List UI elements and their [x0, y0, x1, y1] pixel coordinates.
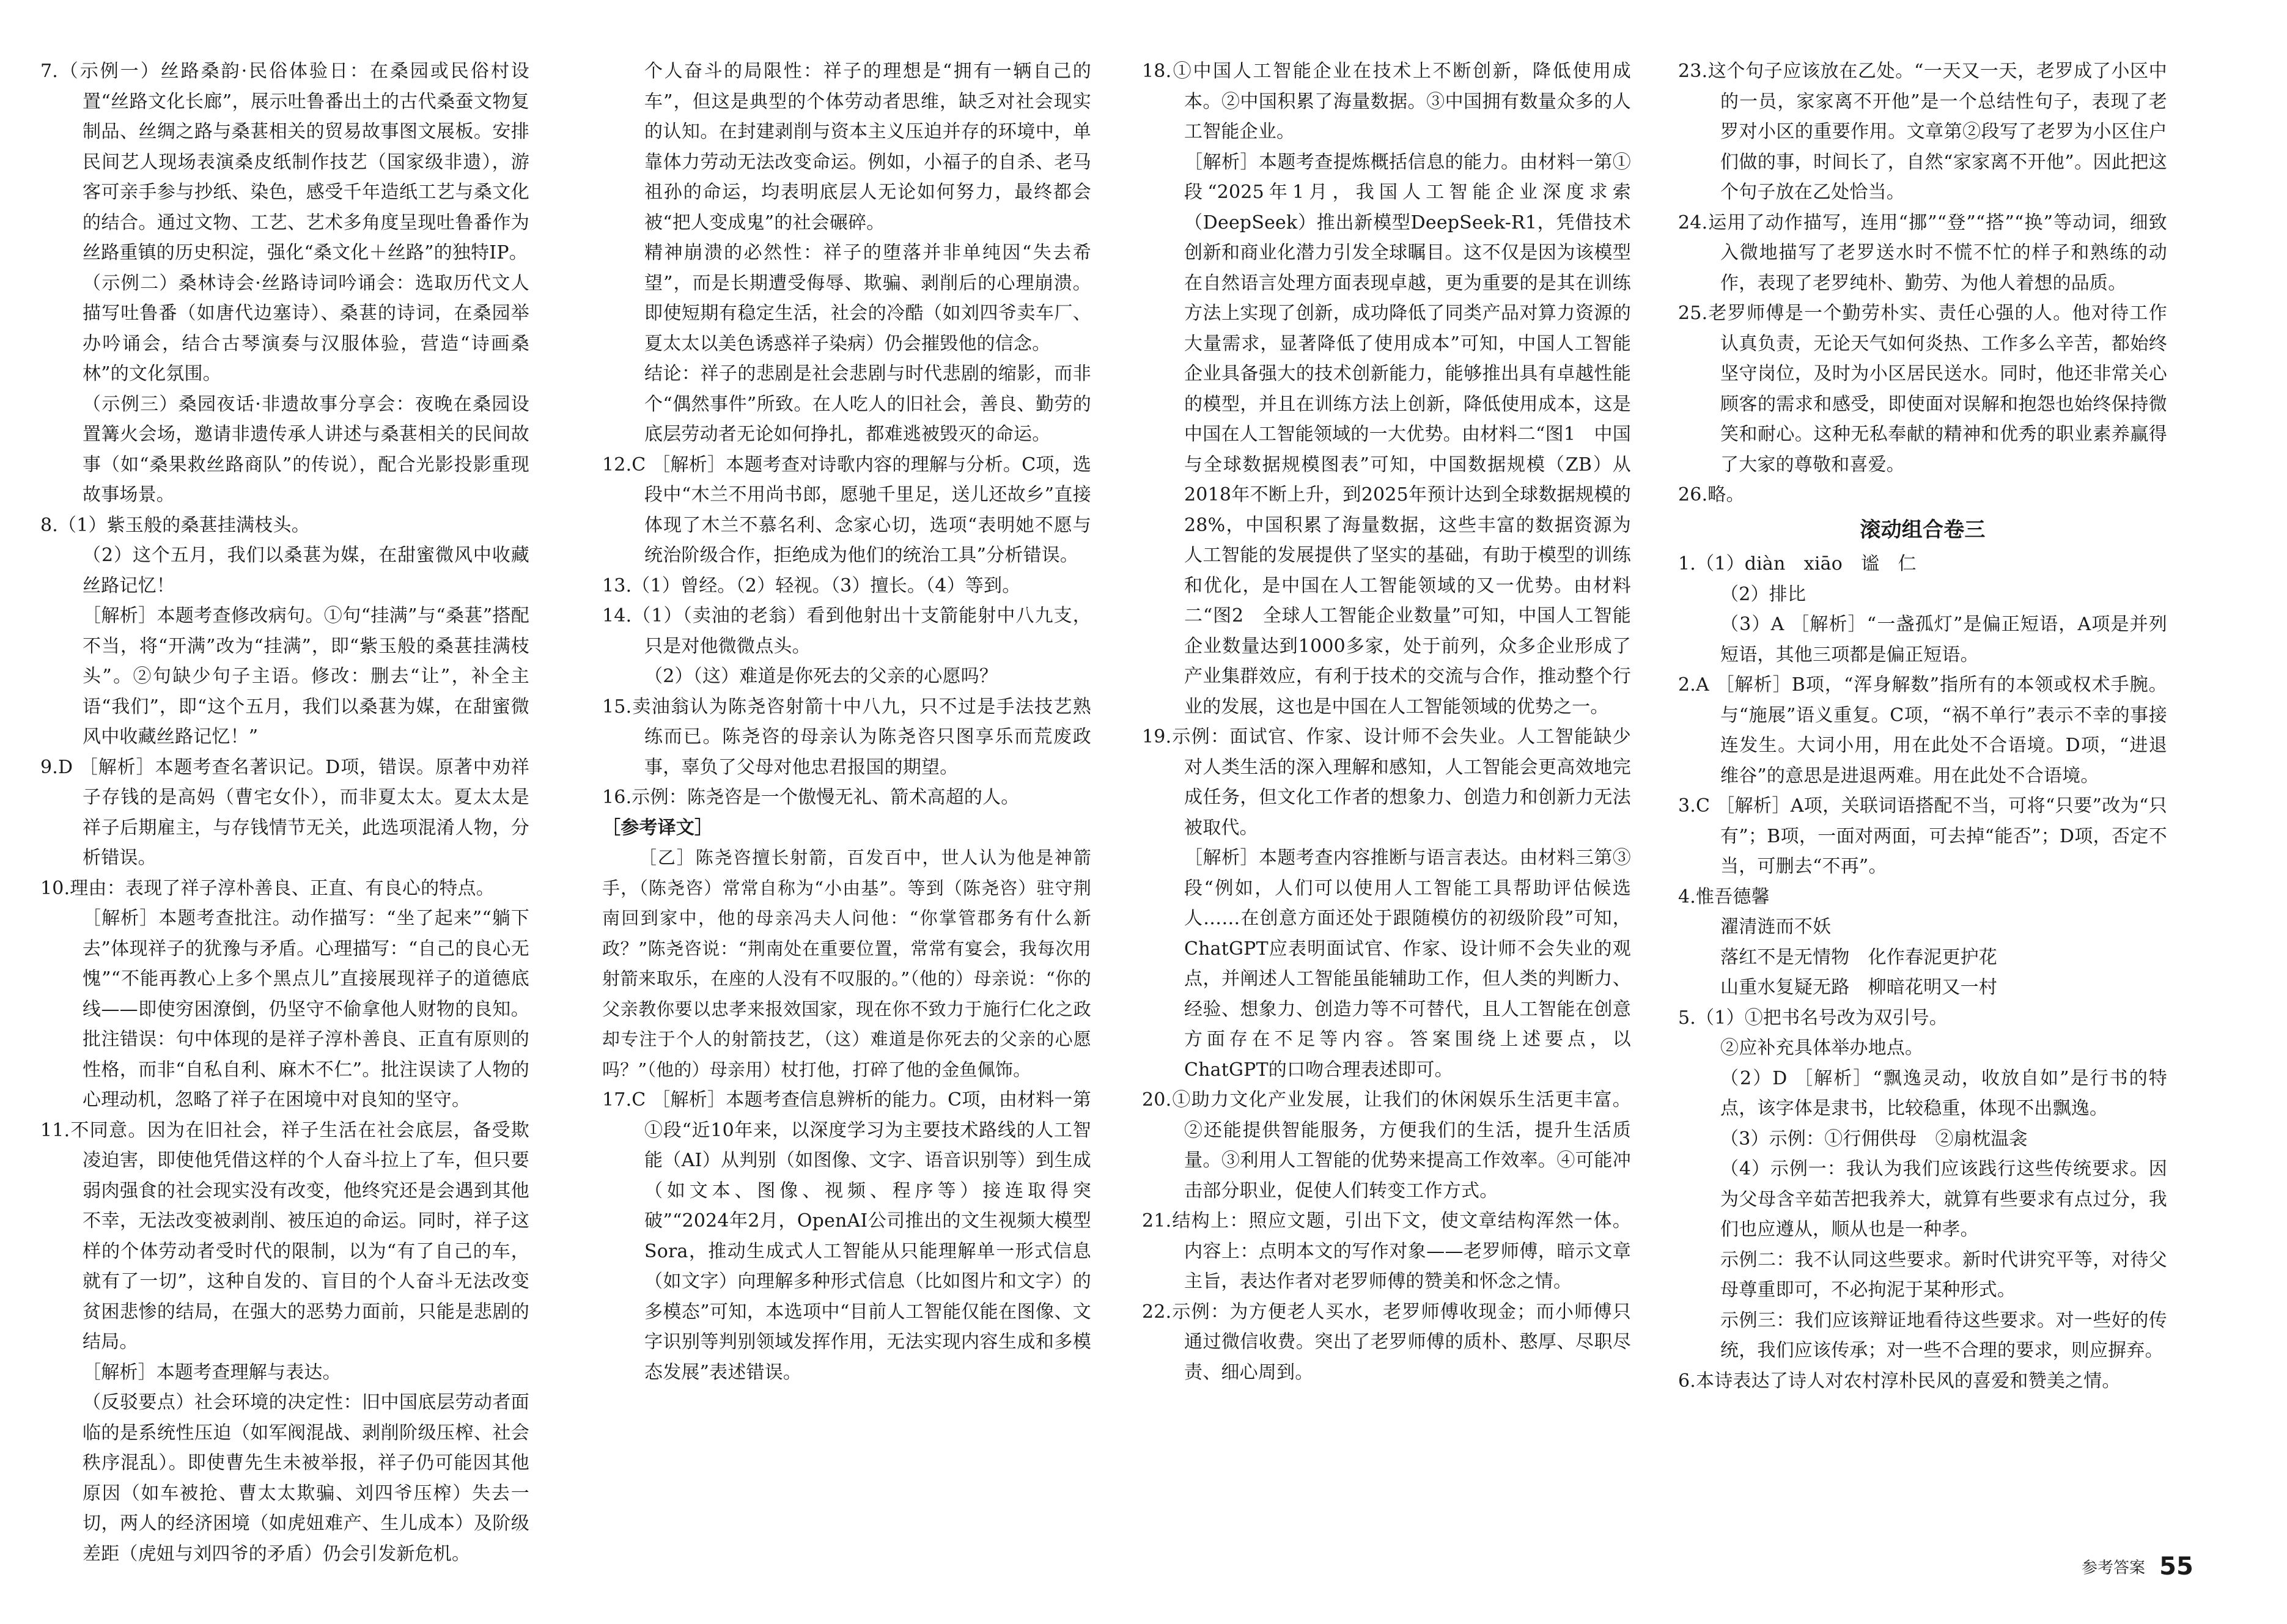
- answer-paragraph: ②应补充具体举办地点。: [1720, 1037, 1924, 1059]
- answer-item: 3.C ［解析］A项，关联词语搭配不当，可将“只要”改为“只有”；B项，一面对两面，可去掉“能否”；D项，否定不当，可删去“不再”。: [1678, 795, 2167, 877]
- answer-paragraph: 濯清涟而不妖: [1720, 916, 1832, 938]
- answer-item: 16.示例：陈尧咨是一个傲慢无礼、箭术高超的人。: [602, 787, 1020, 808]
- answer-item: 5.（1）①把书名号改为双引号。: [1678, 1007, 1948, 1029]
- column-3: [1142, 56, 1631, 1387]
- answer-item: 10.理由：表现了祥子淳朴善良、正直、有良心的特点。: [40, 877, 495, 899]
- answer-item: 8.（1）紫玉般的桑葚挂满枝头。: [40, 514, 310, 536]
- answer-item: 9.D ［解析］本题考查名著识记。D项，错误。原著中劝祥子存钱的是高妈（曹宅女仆），而非夏太太。夏太太是祥子后期雇主，与存钱情节无关，此选项混淆人物，分析错误。: [40, 756, 529, 869]
- answer-paragraph: 山重水复疑无路 柳暗花明又一村: [1720, 977, 1997, 998]
- answer-paragraph: ［解析］本题考查批注。动作描写：“坐了起来”“躺下去”体现祥子的犹豫与矛盾。心理描写：“自己的良心无愧”“不能再教心上多个黑点儿”直接展现祥子的道德底线——即使穷困潦倒，仍坚守不偷拿他人财物的良知。批注错误：句中体现的是祥子淳朴善良、正直有原则的性格，而非“自私自利、麻木不仁”。批注误读了人物的心理动机，忽略了祥子在困境中对良知的坚守。: [83, 908, 529, 1111]
- answer-paragraph: （示例二）桑林诗会·丝路诗词吟诵会：选取历代文人描写吐鲁番（如唐代边塞诗）、桑葚的诗词，在桑园举办吟诵会，结合古琴演奏与汉服体验，营造“诗画桑林”的文化氛围。: [83, 272, 529, 384]
- answer-item: 20.①助力文化产业发展，让我们的休闲娱乐生活更丰富。②还能提供智能服务，方便我们的生活，提升生活质量。③利用人工智能的优势来提高工作效率。④可能冲击部分职业，促使人们转变工作方式。: [1142, 1089, 1631, 1202]
- answer-item: 19.示例：面试官、作家、设计师不会失业。人工智能缺少对人类生活的深入理解和感知，人工智能会更高效地完成任务，但文化工作者的想象力、创造力和创新力无法被取代。: [1142, 726, 1631, 839]
- answer-paragraph: （3）示例：①行佣供母 ②扇枕温衾: [1720, 1128, 2028, 1150]
- answer-paragraph: 落红不是无情物 化作春泥更护花: [1720, 946, 1997, 968]
- answer-item: 17.C ［解析］本题考查信息辨析的能力。C项，由材料一第①段“近10年来，以深度学习为主要技术路线的人工智能（AI）从判别（如图像、文字、语音识别等）到生成（如文本、图像、视频、程序等）接连取得突破”“2024年2月，OpenAI公司推出的文生视频大模型Sora，推动生成式人工智能从只能理解单一形式信息（如文字）向理解多种形式信息（比如图片和文字）的多模态”可知，本选项中“目前人工智能仅能在图像、文字识别等判别领域发挥作用，无法实现内容生成和多模态发展”表述错误。: [602, 1089, 1091, 1383]
- answer-item: 2.A ［解析］B项，“浑身解数”指所有的本领或权术手腕。与“施展”语义重复。C项，“祸不单行”表示不幸的事接连发生。大词小用，用在此处不合语境。D项，“进退维谷”的意思是进退两难。用在此处不合语境。: [1678, 674, 2167, 787]
- answer-item: 23.这个句子应该放在乙处。“一天又一天，老罗成了小区中的一员，家家离不开他”是一个总结性句子，表现了老罗对小区的重要作用。文章第②段写了老罗为小区住户们做的事，时间长了，自然“家家离不开他”。因此把这个句子放在乙处恰当。: [1678, 61, 2167, 203]
- answer-item: 21.结构上：照应文题，引出下文，使文章结构浑然一体。内容上：点明本文的写作对象——老罗师傅，暗示文章主旨，表达作者对老罗师傅的赞美和怀念之情。: [1142, 1210, 1631, 1292]
- answer-item: 24.运用了动作描写，连用“挪”“登”“搭”“换”等动词，细致入微地描写了老罗送水时不慌不忙的样子和熟练的动作，表现了老罗纯朴、勤劳、为他人着想的品质。: [1678, 211, 2167, 294]
- answer-item: 4.惟吾德馨: [1678, 886, 1770, 908]
- answer-paragraph: 结论：祥子的悲剧是社会悲剧与时代悲剧的缩影，而非个“偶然事件”所致。在人吃人的旧社会，善良、勤劳的底层劳动者无论如何挣扎，都难逃被毁灭的命运。: [644, 363, 1091, 445]
- answer-item: 7.（示例一）丝路桑韵·民俗体验日：在桑园或民俗村设置“丝路文化长廊”，展示吐鲁番出土的古代桑蚕文物复制品、丝绸之路与桑葚相关的贸易故事图文展板。安排民间艺人现场表演桑皮纸制作技艺（国家级非遗），游客可亲手参与抄纸、染色，感受千年造纸工艺与桑文化的结合。通过文物、工艺、艺术多角度呈现吐鲁番作为丝路重镇的历史积淀，强化“桑文化＋丝路”的独特IP。: [40, 61, 529, 263]
- column-4-bottom: [1678, 549, 2167, 1396]
- reference-translation-title: ［参考译文］: [602, 817, 713, 839]
- page-footer: [2082, 1552, 2193, 1581]
- answer-paragraph: ［解析］本题考查理解与表达。: [83, 1361, 341, 1383]
- section-heading: 滚动组合卷三: [1860, 517, 1986, 542]
- column-4-top: [1678, 56, 2167, 510]
- answer-item: 15.卖油翁认为陈尧咨射箭十中八九，只不过是手法技艺熟练而已。陈尧咨的母亲认为陈尧咨只图享乐而荒废政事，辜负了父母对他忠君报国的期望。: [602, 696, 1091, 778]
- answer-paragraph: ［解析］本题考查内容推断与语言表达。由材料三第③段“例如，人们可以使用人工智能工具帮助评估候选人……在创意方面还处于跟随模仿的初级阶段”可知，ChatGPT应表明面试官、作家、设计师不会失业的观点，并阐述人工智能虽能辅助工作，但人类的判断力、经验、想象力、创造力等不可替代，且人工智能在创意方面存在不足等内容。答案围绕上述要点，以ChatGPT的口吻合理表述即可。: [1184, 847, 1631, 1081]
- answer-item: 12.C ［解析］本题考查对诗歌内容的理解与分析。C项，选段中“木兰不用尚书郎，愿驰千里足，送儿还故乡”直接体现了木兰不慕名利、念家心切，选项“表明她不愿与统治阶级合作，拒绝成为他们的统治工具”分析错误。: [602, 454, 1091, 566]
- column-1: [40, 56, 529, 1569]
- answer-paragraph: 示例二：我不认同这些要求。新时代讲究平等，对待父母尊重即可，不必拘泥于某种形式。: [1720, 1249, 2167, 1301]
- answer-item: 22.示例：为方便老人买水，老罗师傅收现金；而小师傅只通过微信收费。突出了老罗师傅的质朴、憨厚、尽职尽责、细心周到。: [1142, 1301, 1631, 1383]
- answer-paragraph: （反驳要点）社会环境的决定性：旧中国底层劳动者面临的是系统性压迫（如军阀混战、剥削阶级压榨、社会秩序混乱）。即使曹先生未被举报，祥子仍可能因其他原因（如车被抢、曹太太欺骗、刘四爷压榨）失去一切，两人的经济困境（如虎妞难产、生儿成本）及阶级差距（虎妞与刘四爷的矛盾）仍会引发新危机。: [83, 1392, 529, 1565]
- answer-paragraph: （3）A ［解析］“一盏孤灯”是偏正短语，A项是并列短语，其他三项都是偏正短语。: [1720, 614, 2167, 666]
- page-number: 55: [2159, 1552, 2193, 1581]
- answer-paragraph: （4）示例一：我认为我们应该践行这些传统要求。因为父母含辛茹苦把我养大，就算有些要求有点过分，我们也应遵从，顺从也是一种孝。: [1720, 1158, 2167, 1240]
- answer-item: 6.本诗表达了诗人对农村淳朴民风的喜爱和赞美之情。: [1678, 1370, 2121, 1392]
- answer-paragraph: （2）D ［解析］“飘逸灵动，收放自如”是行书的特点，该字体是隶书，比较稳重，体现不出飘逸。: [1720, 1067, 2167, 1119]
- translation-paragraph: ［乙］陈尧咨擅长射箭，百发百中，世人认为他是神箭手，（陈尧咨）常常自称为“小由基”。等到（陈尧咨）驻守荆南回到家中，他的母亲冯夫人问他：“你掌管郡务有什么新政？”陈尧咨说：“荆南处在重要位置，常常有宴会，我每次用射箭来取乐，在座的人没有不叹服的。”（他的）母亲说：“你的父亲教你要以忠孝来报效国家，现在你不致力于施行仁化之政却专注于个人的射箭技艺，（这）难道是你死去的父亲的心愿吗？”（他的）母亲用）杖打他，打碎了他的金鱼佩饰。: [602, 847, 1091, 1080]
- answer-item: 11.不同意。因为在旧社会，祥子生活在社会底层，备受欺凌迫害，即使他凭借这样的个人奋斗拉上了车，但只要弱肉强食的社会现实没有改变，他终究还是会遇到其他不幸，无法改变被剥削、被压迫的命运。同时，祥子这样的个体劳动者受时代的限制，以为“有了自己的车，就有了一切”，这种自发的、盲目的个人奋斗无法改变贫困悲惨的结局，在强大的恶势力面前，只能是悲剧的结局。: [40, 1119, 529, 1353]
- answer-paragraph: ［解析］本题考查修改病句。①句“挂满”与“桑葚”搭配不当，将“开满”改为“挂满”，即“紫玉般的桑葚挂满枝头”。②句缺少句子主语。修改：删去“让”，补全主语“我们”，即“这个五月，我们以桑葚为媒，在甜蜜微风中收藏丝路记忆！”: [83, 605, 529, 748]
- answer-paragraph: ［解析］本题考查提炼概括信息的能力。由材料一第①段“2025年1月，我国人工智能企业深度求索（DeepSeek）推出新模型DeepSeek-R1，凭借技术创新和商业化潜力引发全球瞩目。这不仅是因为该模型在自然语言处理方面表现卓越，更为重要的是其在训练方法上实现了创新，成功降低了同类产品对算力资源的大量需求，显著降低了使用成本”可知，中国人工智能企业具备强大的技术创新能力，能够推出具有卓越性能的模型，并且在训练方法上创新，降低使用成本，这是中国在人工智能领域的一大优势。由材料二“图1 中国与全球数据规模图表”可知，中国数据规模（ZB）从2018年不断上升，到2025年预计达到全球数据规模的28%，中国积累了海量数据，这些丰富的数据资源为人工智能的发展提供了坚实的基础，有助于模型的训练和优化，是中国在人工智能领域的又一优势。由材料二“图2 全球人工智能企业数量”可知，中国人工智能企业数量达到1000多家，处于前列，众多企业形成了产业集群效应，有利于技术的交流与合作，推动整个行业的发展，这也是中国在人工智能领域的优势之一。: [1184, 151, 1631, 718]
- footer-label: 参考答案: [2082, 1559, 2146, 1578]
- answer-paragraph: 个人奋斗的局限性：祥子的理想是“拥有一辆自己的车”，但这是典型的个体劳动者思维，缺乏对社会现实的认知。在封建剥削与资本主义压迫并存的环境中，单靠体力劳动无法改变命运。例如，小福子的自杀、老马祖孙的命运，均表明底层人无论如何努力，最终都会被“把人变成鬼”的社会碾碎。: [644, 61, 1091, 233]
- column-2: [602, 56, 1091, 1387]
- answer-item: 18.①中国人工智能企业在技术上不断创新，降低使用成本。②中国积累了海量数据。③中国拥有数量众多的人工智能企业。: [1142, 61, 1631, 142]
- answer-item: 25.老罗师傅是一个勤劳朴实、责任心强的人。他对待工作认真负责，无论天气如何炎热、工作多么辛苦，都始终坚守岗位，及时为小区居民送水。同时，他还非常关心顾客的需求和感受，即使面对误解和抱怨也始终保持微笑和耐心。这种无私奉献的精神和优秀的职业素养赢得了大家的尊敬和喜爱。: [1678, 303, 2167, 476]
- answer-item: 13.（1）曾经。（2）轻视。（3）擅长。（4）等到。: [602, 575, 1021, 597]
- column-4: [1678, 56, 2167, 1396]
- answer-paragraph: （2）这个五月，我们以桑葚为媒，在甜蜜微风中收藏丝路记忆！: [83, 545, 529, 597]
- answer-item: 1.（1）diàn xiāo 谧 仁: [1678, 553, 1917, 575]
- answer-paragraph: （2）（这）难道是你死去的父亲的心愿吗？: [644, 666, 998, 687]
- answer-paragraph: 精神崩溃的必然性：祥子的堕落并非单纯因“失去希望”，而是长期遭受侮辱、欺骗、剥削后的心理崩溃。即使短期有稳定生活，社会的冷酷（如刘四爷卖车厂、夏太太以美色诱惑祥子染病）仍会摧毁他的信念。: [644, 242, 1091, 355]
- answer-paragraph: （2）排比: [1720, 583, 1806, 605]
- answer-paragraph: （示例三）桑园夜话·非遗故事分享会：夜晚在桑园设置篝火会场，邀请非遗传承人讲述与桑葚相关的民间故事（如“桑果救丝路商队”的传说），配合光影投影重现故事场景。: [83, 393, 529, 505]
- answer-paragraph: 示例三：我们应该辩证地看待这些要求。对一些好的传统，我们应该传承；对一些不合理的要求，则应摒弃。: [1720, 1309, 2167, 1361]
- answer-item: 26.略。: [1678, 484, 1745, 505]
- answer-item: 14.（1）（卖油的老翁）看到他射出十支箭能射中八九支，只是对他微微点头。: [602, 605, 1091, 657]
